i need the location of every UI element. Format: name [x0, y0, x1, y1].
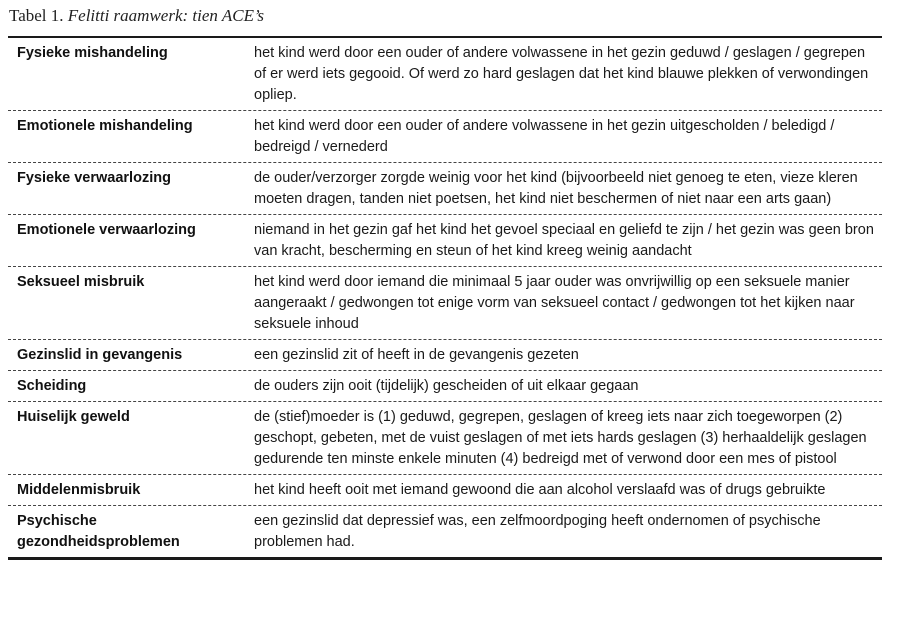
table-row: [8, 401, 882, 474]
row-term: Gezinslid in gevangenis: [17, 347, 183, 363]
row-definition: het kind werd door een ouder of andere volwassene in het gezin geduwd / geslagen / gegrepen of er werd iets gegooid. Of werd zo hard geslagen dat het kind blauwe plekken of verwondingen opliep.: [254, 45, 869, 103]
table-row: [8, 474, 882, 505]
table-row: [8, 38, 882, 110]
table-caption: [9, 6, 264, 26]
ace-table: [8, 36, 882, 560]
row-term: Fysieke mishandeling: [17, 45, 168, 61]
table-row: [8, 505, 882, 557]
table-row: [8, 214, 882, 266]
row-term: Psychische gezondheidsproblemen: [17, 513, 180, 550]
row-definition: een gezinslid dat depressief was, een zelfmoordpoging heeft ondernomen of psychische problemen had.: [254, 513, 821, 550]
table-row: [8, 110, 882, 162]
row-term: Middelenmisbruik: [17, 482, 141, 498]
row-definition: het kind werd door iemand die minimaal 5 jaar ouder was onvrijwillig op een seksuele manier aangeraakt / gedwongen tot enige vorm van seksueel contact / gedwongen tot het kijken naar seksuele inhoud: [254, 274, 855, 332]
row-definition: de ouder/verzorger zorgde weinig voor het kind (bijvoorbeeld niet genoeg te eten, vieze kleren moeten dragen, tanden niet poetsen, het kind niet beschermen of niet naar een arts gaan): [254, 170, 858, 207]
row-term: Emotionele verwaarlozing: [17, 222, 196, 238]
row-term: Scheiding: [17, 378, 87, 394]
caption-prefix: Tabel 1.: [9, 6, 64, 25]
row-term: Seksueel misbruik: [17, 274, 145, 290]
row-term: Fysieke verwaarlozing: [17, 170, 171, 186]
row-term: Emotionele mishandeling: [17, 118, 193, 134]
row-definition: de ouders zijn ooit (tijdelijk) gescheiden of uit elkaar gegaan: [254, 378, 639, 394]
row-definition: het kind werd door een ouder of andere volwassene in het gezin uitgescholden / beledigd / bedreigd / vernederd: [254, 118, 835, 155]
row-definition: de (stief)moeder is (1) geduwd, gegrepen, geslagen of kreeg iets naar zich toegeworpen (2) geschopt, gebeten, met de vuist geslagen of met iets hards geslagen (3) herhaaldelijk geslagen gedurende ten minste enkele minuten (4) bedreigd met of verwond door een mes of pistool: [254, 409, 867, 467]
row-definition: niemand in het gezin gaf het kind het gevoel speciaal en geliefd te zijn / het gezin was geen bron van kracht, bescherming en steun of het kind kreeg weinig aandacht: [254, 222, 874, 259]
table-row: [8, 370, 882, 401]
table-row: [8, 266, 882, 339]
row-definition: een gezinslid zit of heeft in de gevangenis gezeten: [254, 347, 579, 363]
row-definition: het kind heeft ooit met iemand gewoond die aan alcohol verslaafd was of drugs gebruikte: [254, 482, 826, 498]
table-row: [8, 162, 882, 214]
row-term: Huiselijk geweld: [17, 409, 130, 425]
table-row: [8, 339, 882, 370]
caption-title: Felitti raamwerk: tien ACE’s: [67, 6, 265, 25]
